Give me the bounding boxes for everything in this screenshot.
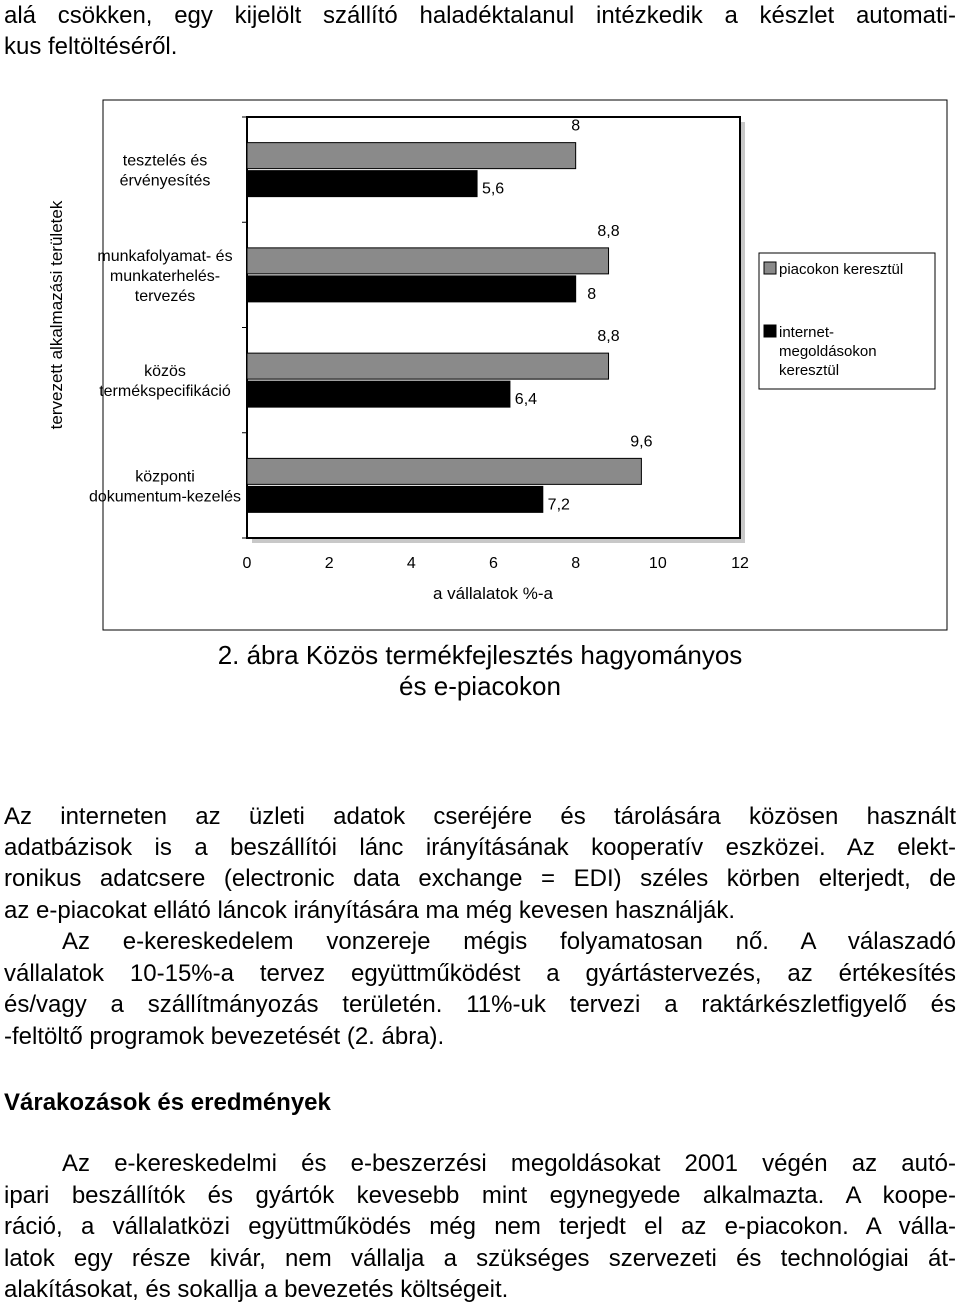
legend-label-internet: keresztül — [779, 362, 840, 379]
category-label: munkaterhelés- — [109, 267, 221, 285]
paragraph-1-line-4: az e-piacokat ellátó láncok irányítására ma még kevesen használják. — [4, 897, 736, 924]
x-tick-label: 2 — [324, 555, 334, 572]
x-tick-label: 6 — [489, 555, 498, 572]
figure-caption — [0, 640, 960, 702]
paragraph-3-line-5: alakításokat, és sokallja a bevezetés költségeit. — [4, 1276, 509, 1303]
category-label: érvényesítés — [119, 172, 211, 190]
x-tick-label: 0 — [242, 555, 252, 572]
legend-swatch-internet — [764, 325, 776, 337]
data-label-0-internet: 5,6 — [481, 180, 505, 198]
x-tick-label: 12 — [731, 555, 749, 572]
bar-2-piacokon — [247, 353, 609, 379]
paragraph-1-line-3: ronikus adatcsere (electronic data exchange = EDI) széles körben elterjedt, de — [4, 865, 956, 892]
category-label: dokumentum-kezelés — [88, 488, 242, 506]
y-axis-label: tervezett alkalmazási területek — [47, 200, 66, 430]
data-label-3-internet: 7,2 — [547, 496, 570, 514]
paragraph-1-line-1: Az interneten az üzleti adatok cseréjére és tárolására közösen használt — [4, 803, 956, 830]
x-tick-label: 8 — [571, 555, 581, 572]
legend-label-piacokon: piacokon keresztül — [779, 261, 904, 278]
bar-0-piacokon — [247, 143, 576, 169]
category-label: tesztelés és — [122, 152, 208, 170]
paragraph-2-line-2: vállalatok 10-15%-a tervez együttműködést a gyártástervezés, az értékesítés — [4, 960, 956, 987]
data-label-1-internet: 8 — [587, 285, 597, 303]
bar-3-internet — [247, 486, 543, 512]
caption-line-1: 2. ábra Közös termékfejlesztés hagyományos — [217, 640, 743, 670]
intro-line-2: kus feltöltéséről. — [4, 33, 178, 60]
intro-line-1: alá csökken, egy kijelölt szállító haladéktalanul intézkedik a készlet automati- — [4, 2, 956, 29]
x-tick-label: 4 — [406, 555, 416, 572]
paragraph-3-line-2: ipari beszállítók és gyártók kevesebb mint egynegyede alkalmazta. A koope- — [4, 1182, 956, 1209]
legend-label-internet: megoldásokon — [779, 343, 877, 360]
data-label-1-piacokon: 8,8 — [597, 222, 620, 240]
bar-1-piacokon — [247, 248, 609, 274]
paragraph-3-line-3: ráció, a vállalatközi együttműködés még nem terjedt el az e-piacokon. A válla- — [4, 1213, 956, 1240]
x-axis-label: a vállalatok %-a — [432, 584, 554, 603]
paragraph-1-line-2: adatbázisok is a beszállítói lánc irányításának kooperatív eszközei. Az elekt- — [4, 834, 956, 861]
chart-figure — [0, 0, 960, 640]
category-label: termékspecifikáció — [99, 383, 231, 401]
paragraph-3-line-1: Az e-kereskedelmi és e-beszerzési megoldásokat 2001 végén az autó- — [62, 1150, 956, 1177]
x-tick-label: 10 — [648, 555, 667, 572]
paragraph-2-line-3: és/vagy a szállítmányozás területén. 11%-uk tervezi a raktárkészletfigyelő és — [4, 991, 956, 1018]
legend-label-internet: internet- — [779, 324, 835, 341]
bar-0-internet — [247, 171, 477, 197]
paragraph-3-line-4: latok egy része kivár, nem vállalja a szükséges szervezeti és technológiai át- — [4, 1245, 956, 1272]
category-label: munkafolyamat- és — [97, 247, 233, 265]
bar-1-internet — [247, 276, 576, 302]
bar-3-piacokon — [247, 458, 641, 484]
category-label: központi — [135, 468, 195, 486]
data-label-2-piacokon: 8,8 — [597, 328, 620, 346]
category-label: tervezés — [134, 287, 196, 305]
section-heading: Várakozások és eredmények — [4, 1089, 331, 1116]
paragraph-2-line-1: Az e-kereskedelem vonzereje mégis folyamatosan nő. A válaszadó — [62, 928, 956, 955]
data-label-0-piacokon: 8 — [571, 117, 581, 135]
category-label: közös — [144, 363, 186, 381]
bar-2-internet — [247, 381, 510, 407]
paragraph-2-line-4: -feltöltő programok bevezetését (2. ábra). — [4, 1023, 445, 1050]
data-label-2-internet: 6,4 — [514, 391, 538, 409]
caption-line-2: és e-piacokon — [399, 671, 561, 701]
legend-swatch-piacokon — [764, 262, 776, 274]
data-label-3-piacokon: 9,6 — [630, 433, 653, 451]
